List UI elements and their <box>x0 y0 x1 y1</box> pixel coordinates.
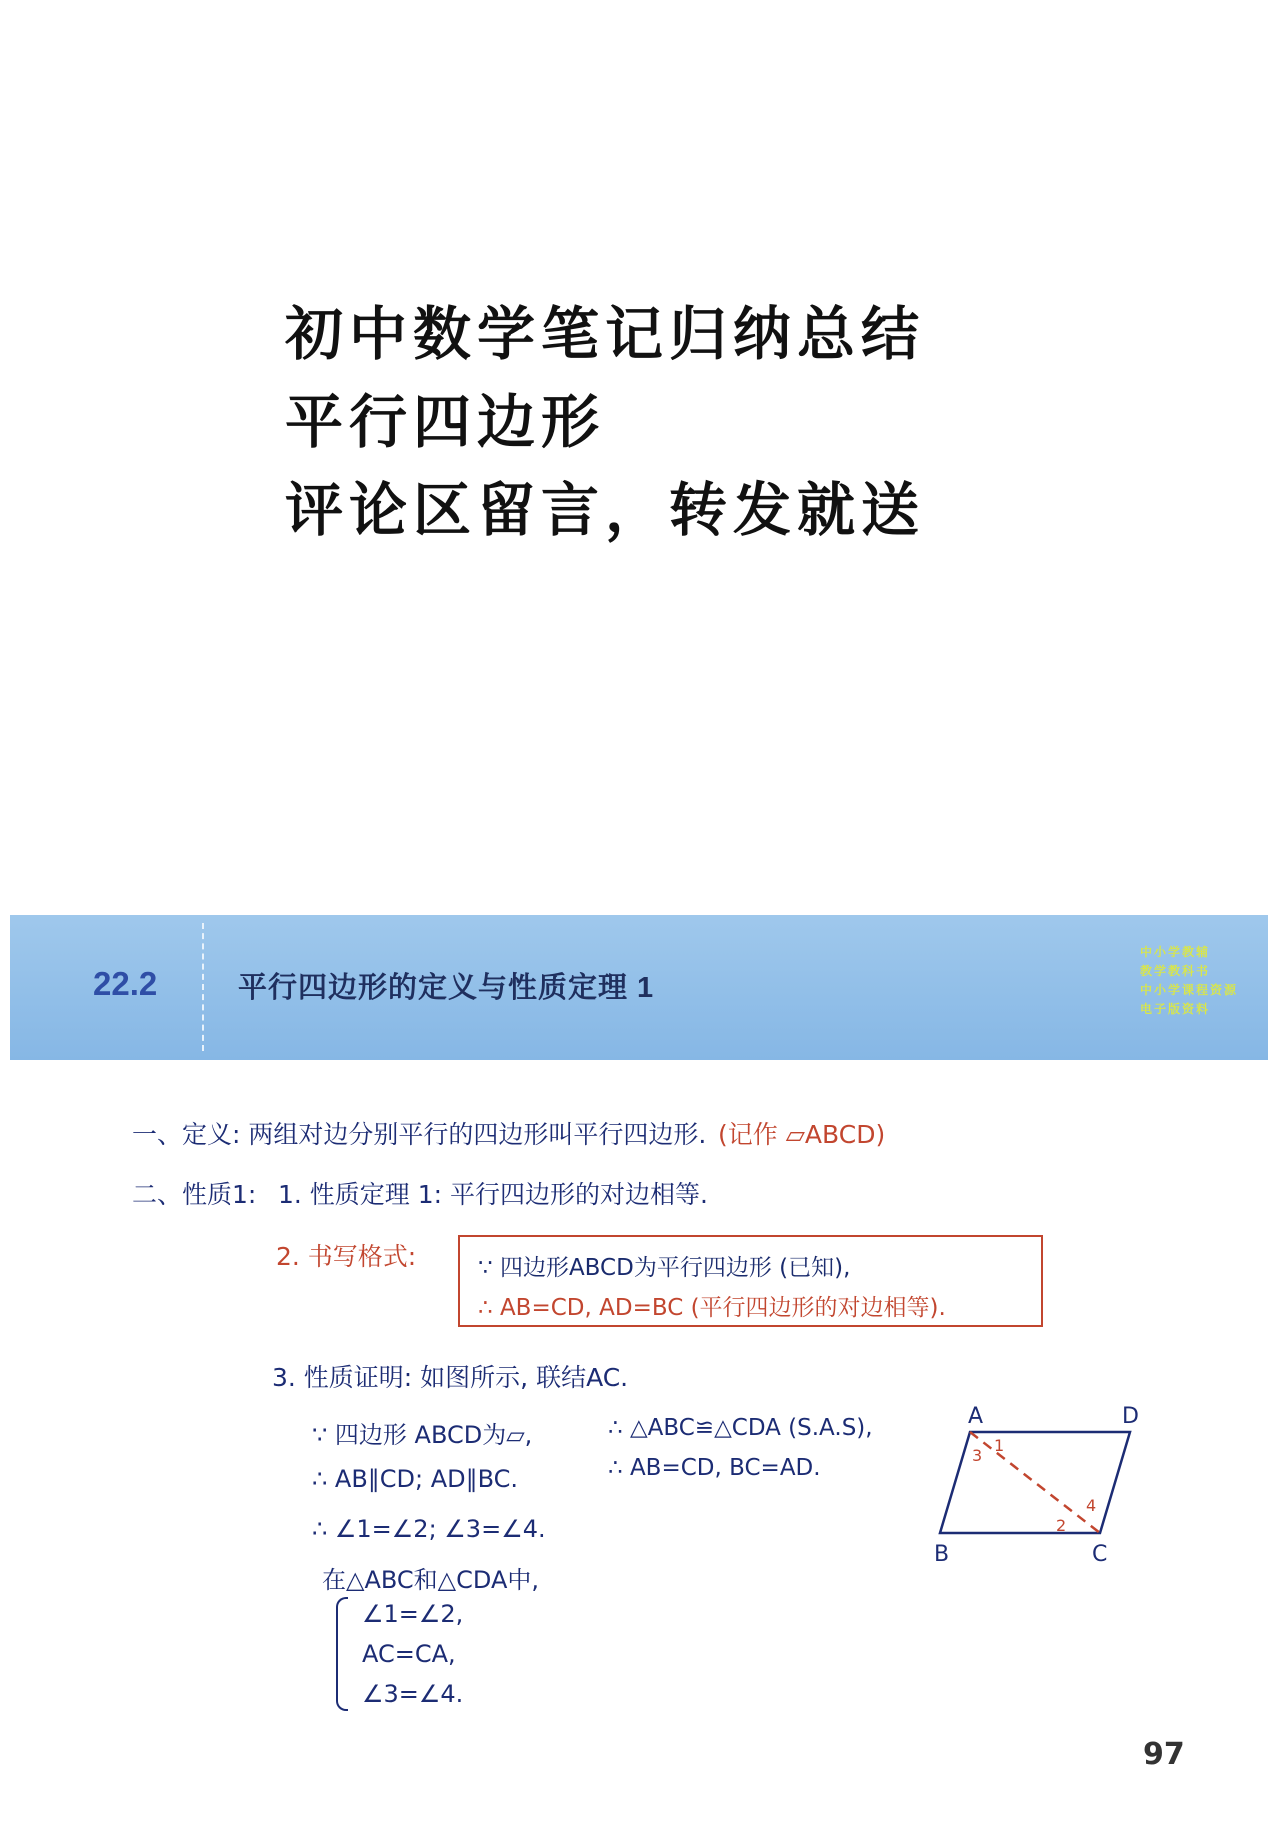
property-label: 二、性质1: <box>132 1180 257 1209</box>
property-theorem: 1. 性质定理 1: 平行四边形的对边相等. <box>278 1180 708 1209</box>
section-header <box>10 915 1268 1060</box>
watermark-line: 教学教科书 <box>1140 964 1211 978</box>
proof-brace <box>336 1597 348 1711</box>
cover-line-1: 初中数学笔记归纳总结 <box>285 300 926 368</box>
cover-line-2: 平行四边形 <box>285 388 606 456</box>
watermark <box>1140 943 1238 1019</box>
format-label: 2. 书写格式: <box>276 1242 417 1271</box>
proof-step: ∴ ∠1=∠2; ∠3=∠4. <box>312 1515 546 1543</box>
page-number: 97 <box>1143 1737 1185 1772</box>
section-number: 22.2 <box>93 965 158 1002</box>
proof-conclusion: ∴ △ABC≌△CDA (S.A.S), <box>608 1415 873 1441</box>
vertex-b: B <box>934 1542 950 1567</box>
parallelogram-shape <box>940 1432 1130 1533</box>
cover-line-3: 评论区留言，转发就送 <box>285 476 926 544</box>
proof-step: ∵ 四边形 ABCD为▱, <box>312 1421 533 1449</box>
brace-line: ∠3=∠4. <box>362 1680 464 1708</box>
watermark-line: 电子版资料 <box>1140 1002 1211 1016</box>
brace-line: AC=CA, <box>362 1640 456 1668</box>
brace-line: ∠1=∠2, <box>362 1600 464 1628</box>
vertex-c: C <box>1092 1542 1108 1567</box>
vertex-a: A <box>968 1404 984 1429</box>
cover-title <box>285 290 925 554</box>
proof-step: 在△ABC和△CDA中, <box>322 1566 539 1594</box>
watermark-line: 中小学教辅 <box>1140 945 1211 959</box>
angle-2-label: 2 <box>1056 1516 1067 1535</box>
parallelogram-figure <box>930 1395 1170 1570</box>
section-title: 平行四边形的定义与性质定理 1 <box>238 972 655 1004</box>
definition-note: (记作 ▱ABCD) <box>718 1120 886 1149</box>
format-line-1: ∵ 四边形ABCD为平行四边形 (已知), <box>478 1255 851 1281</box>
diagonal-ac <box>970 1432 1100 1533</box>
section-divider <box>202 923 204 1051</box>
format-box <box>458 1235 1043 1327</box>
proof-step: ∴ AB∥CD; AD∥BC. <box>312 1465 519 1493</box>
definition-text: 一、定义: 两组对边分别平行的四边形叫平行四边形. <box>132 1120 707 1149</box>
vertex-d: D <box>1122 1404 1139 1429</box>
proof-conclusion: ∴ AB=CD, BC=AD. <box>608 1455 821 1481</box>
angle-3-label: 3 <box>972 1446 983 1465</box>
angle-1-label: 1 <box>994 1436 1005 1455</box>
angle-4-label: 4 <box>1086 1496 1097 1515</box>
proof-label: 3. 性质证明: 如图所示, 联结AC. <box>272 1363 629 1392</box>
watermark-line: 中小学课程资源 <box>1140 983 1239 997</box>
format-line-2: ∴ AB=CD, AD=BC (平行四边形的对边相等). <box>478 1295 946 1321</box>
